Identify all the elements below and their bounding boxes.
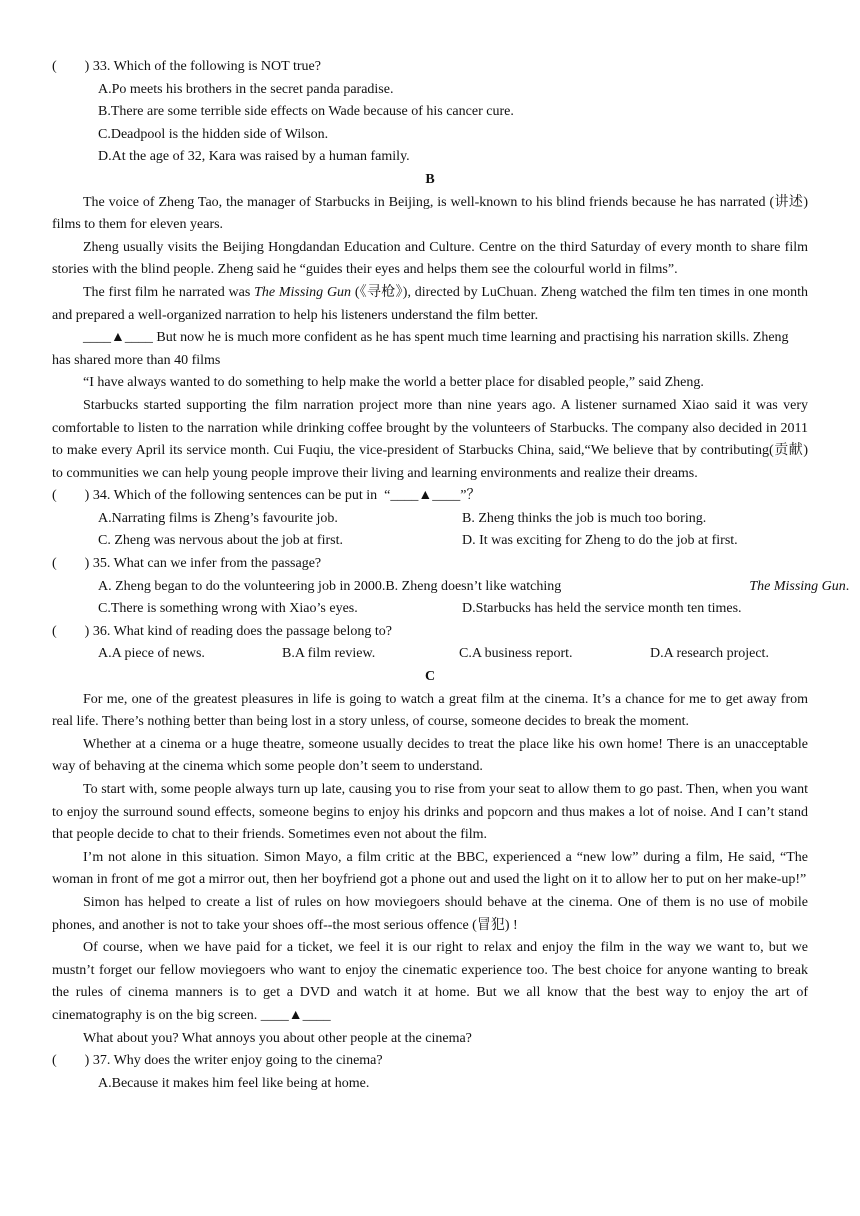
q35-option-d: D.Starbucks has held the service month ten times. — [462, 601, 742, 617]
q34-option-a: A.Narrating films is Zheng’s favourite job. — [98, 510, 338, 526]
passage-b-paragraph-1: The voice of Zheng Tao, the manager of Starbucks in Beijing, is well-known to his blind friends because he has narrated (讲述) films to them for eleven years. — [52, 194, 808, 233]
q33-option-d: D.At the age of 32, Kara was raised by a human family. — [98, 149, 410, 165]
q34-option-d: D. It was exciting for Zheng to do the job at first. — [462, 533, 738, 549]
film-title: The Missing Gun — [254, 284, 352, 300]
question-34: ( ) 34. Which of the following sentences can be put in “____▲____”？ — [52, 488, 481, 504]
q34-option-b: B. Zheng thinks the job is much too boring. — [462, 510, 707, 526]
q37-option-a: A.Because it makes him feel like being at home. — [98, 1075, 370, 1091]
passage-c-paragraph-6: Of course, when we have paid for a ticket, we feel it is our right to relax and enjoy the film in the way we want to, but we mustn’t forget our fellow moviegoers who want to enjoy the cinematic experience too. The best choice for anyone wanting to break the rules of cinema manners is to get a DVD and watch it at home. But we all know that the best way to enjoy the art of cinematography is on the big screen. ____▲____ — [52, 940, 808, 1023]
q34-options-row-2 — [52, 530, 808, 553]
passage-c-paragraph-5: Simon has helped to create a list of rules on how moviegoers should behave at the cinema. One of them is no use of mobile phones, and another is not to take your shoes off--the most serious offence (冒犯) ! — [52, 894, 808, 933]
q35-options-row-1 — [52, 576, 850, 599]
q36-option-d: D.A research project. — [650, 646, 769, 662]
question-37: ( ) 37. Why does the writer enjoy going to the cinema? — [52, 1053, 383, 1069]
passage-c-paragraph-3: To start with, some people always turn up late, causing you to rise from your seat to allow them to go past. Then, when you want to enjoy the surround sound effects, someone begins to enjoy his drinks and popcorn and thus makes a lot of noise. And I can’t stand that people decide to chat to their friends. Sometimes even not about the film. — [52, 782, 808, 843]
q36-option-b: B.A film review. — [282, 646, 376, 662]
q35-option-b-text: B. Zheng doesn’t like watching — [385, 578, 562, 594]
passage-b-paragraph-5: “I have always wanted to do something to help make the world a better place for disabled people,” said Zheng. — [83, 375, 704, 391]
q36-options-row — [52, 643, 808, 666]
q35-option-b-title: The Missing Gun — [749, 578, 846, 594]
passage-c-paragraph-1: For me, one of the greatest pleasures in life is going to watch a great film at the cinema. It’s a chance for me to get away from real life. There’s nothing better than being lost in a story unless, of course, someone decides to break the moment. — [52, 691, 808, 730]
question-33: ( ) 33. Which of the following is NOT true? — [52, 59, 321, 74]
section-b-heading: B — [425, 171, 435, 187]
question-36: ( ) 36. What kind of reading does the passage belong to? — [52, 623, 392, 639]
q35-option-b-end: . — [845, 578, 850, 594]
passage-b-paragraph-4: ____▲____ But now he is much more confident as he has spent much time learning and practising his narration skills. Zheng has shared more than 40 films — [52, 330, 789, 368]
q33-option-c: C.Deadpool is the hidden side of Wilson. — [98, 126, 329, 142]
passage-b-paragraph-2: Zheng usually visits the Beijing Hongdandan Education and Culture. Centre on the third Saturday of every month to share film stories with the blind people. Zheng said he “guides their eyes and helps them see the colourful world in films”. — [52, 239, 808, 278]
passage-c-paragraph-2: Whether at a cinema or a huge theatre, someone usually decides to treat the place like his own home! There is an unacceptable way of behaving at the cinema which some people don’t seem to understand. — [52, 736, 808, 775]
q35-option-c: C.There is something wrong with Xiao’s eyes. — [98, 601, 358, 617]
passage-c-paragraph-4: I’m not alone in this situation. Simon Mayo, a film critic at the BBC, experienced a “new low” during a film, He said, “The woman in front of me got a mirror out, then her boyfriend got a phone out and used the light on it to allow her to put on her make-up!” — [52, 849, 808, 888]
question-35: ( ) 35. What can we infer from the passage? — [52, 556, 322, 572]
q35-option-b — [385, 576, 849, 599]
q33-option-b: B.There are some terrible side effects on Wade because of his cancer cure. — [98, 104, 514, 120]
section-c-heading: C — [424, 669, 436, 685]
q34-options-row-1 — [52, 508, 808, 531]
p3-text-after: (《寻枪》), directed by LuChuan. Zheng watched the film ten times in one month and prepared a well-organized narration to help his listeners understand the film better. — [52, 284, 808, 323]
q36-option-c: C.A business report. — [459, 646, 573, 662]
q34-option-c: C. Zheng was nervous about the job at first. — [98, 533, 343, 549]
exam-page — [52, 56, 850, 1095]
q33-option-a: A.Po meets his brothers in the secret panda paradise. — [98, 81, 394, 97]
passage-b-paragraph-3 — [52, 282, 808, 327]
q35-options-row-2 — [52, 598, 808, 621]
q36-option-a: A.A piece of news. — [98, 646, 205, 662]
p3-text-before: The first film he narrated was — [83, 284, 255, 300]
q35-option-a: A. Zheng began to do the volunteering job in 2000. — [98, 578, 386, 594]
passage-b-paragraph-6: Starbucks started supporting the film narration project more than nine years ago. A listener surnamed Xiao said it was very comfortable to listen to the narration while drinking coffee brought by the volunteers of Starbucks. The company also decided in 2011 to make every April its service month. Cui Fuqiu, the vice-president of Starbucks China, said,“We believe that by contributing(贡献) to communities we can help young people improve their living and learning environments and realize their dreams. — [52, 397, 808, 481]
passage-c-paragraph-7: What about you? What annoys you about other people at the cinema? — [83, 1030, 472, 1046]
